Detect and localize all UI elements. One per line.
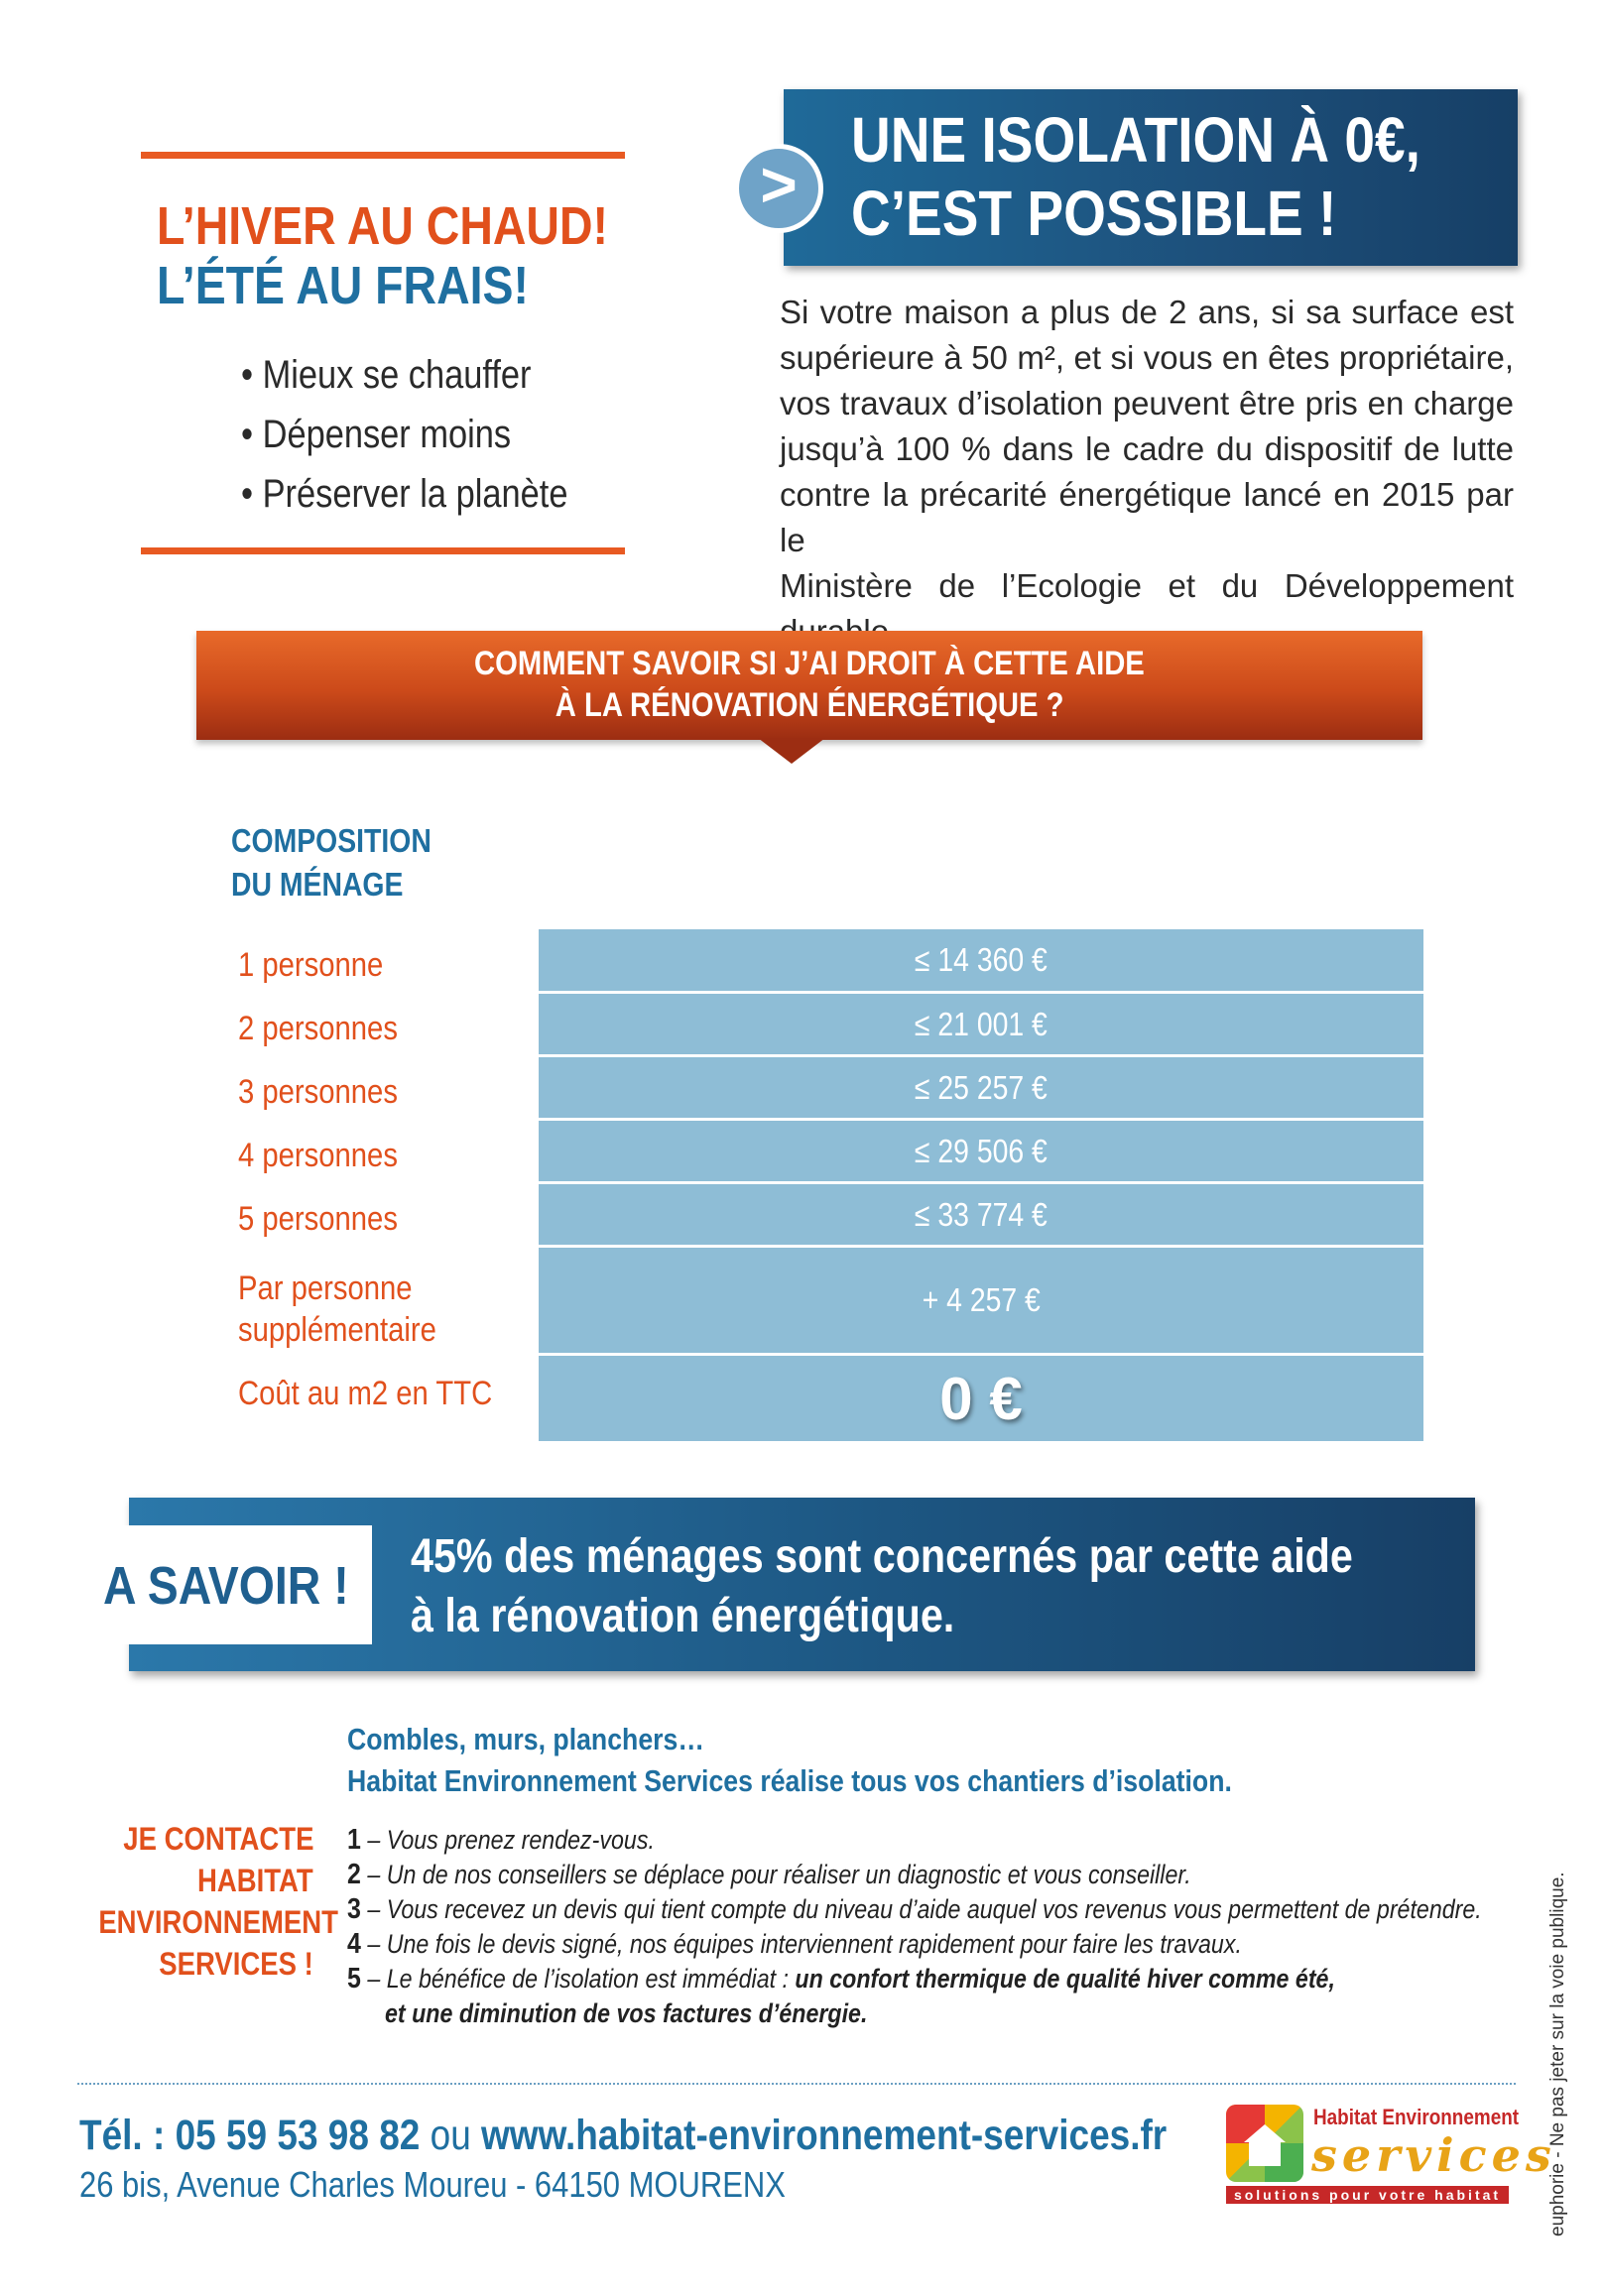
top-rule	[141, 152, 625, 159]
house-icon	[1226, 2105, 1303, 2182]
intro-heading-blue: L’ÉTÉ AU FRAIS!	[157, 256, 529, 315]
table-cell: ≤ 14 360 €	[539, 929, 1423, 994]
contact-line	[79, 2110, 1344, 2161]
bullet-item: • Préserver la planète	[241, 472, 568, 516]
logo-tagline: solutions pour votre habitat	[1226, 2186, 1509, 2204]
logo-name: Habitat Environnement	[1313, 2105, 1520, 2129]
step-item: 1 – Vous prenez rendez-vous.	[347, 1824, 655, 1856]
address: 26 bis, Avenue Charles Moureu - 64150 MOURENX	[79, 2164, 786, 2205]
phone-number[interactable]: Tél. : 05 59 53 98 82	[79, 2112, 421, 2159]
table-row-label: 4 personnes	[238, 1137, 398, 1174]
question-banner: COMMENT SAVOIR SI J’AI DROIT À CETTE AIDE À LA RÉNOVATION ÉNERGÉTIQUE ?	[196, 631, 1422, 740]
table-row-label: 2 personnes	[238, 1010, 398, 1047]
step-item: 2 – Un de nos conseillers se déplace pour réaliser un diagnostic et vous conseiller.	[347, 1859, 1191, 1890]
table-row-label: Par personne supplémentaire	[238, 1269, 436, 1349]
banner-title-line1: UNE ISOLATION À 0€,	[851, 104, 1420, 176]
chevron-right-icon: >	[734, 144, 823, 233]
table-cell: ≤ 21 001 €	[539, 994, 1423, 1057]
table-header: COMPOSITION DU MÉNAGE	[231, 822, 432, 903]
steps-list	[347, 1823, 1604, 2031]
bullet-item: • Mieux se chauffer	[241, 353, 532, 397]
table-cell: ≤ 33 774 €	[539, 1184, 1423, 1248]
logo-services: services	[1311, 2128, 1556, 2182]
intro-paragraph: Si votre maison a plus de 2 ans, si sa surface est supérieure à 50 m², et si vous en êtes propriétaire, vos travaux d’isolation peuvent être pris en charge jusqu’à 100 % dans le cadre du dispositif de lutte contre la précarité énergétique lancé en 2015 par le Ministère de l’Ecologie et du Développement	[780, 294, 1514, 604]
bottom-rule	[141, 547, 625, 554]
info-text: 45% des ménages sont concernés par cette aide à la rénovation énergétique.	[411, 1530, 1353, 1642]
services-intro: Combles, murs, planchers… Habitat Environnement Services réalise tous vos chantiers d’isolation.	[347, 1722, 1232, 1798]
website-link[interactable]: www.habitat-environnement-services.fr	[481, 2112, 1168, 2159]
step-item-continued: et une diminution de vos factures d’énergie.	[385, 1998, 868, 2028]
step-item: 3 – Vous recevez un devis qui tient compte du niveau d’aide auquel vos revenus vous permettent de prétendre.	[347, 1893, 1482, 1925]
table-row-label: 1 personne	[238, 946, 384, 984]
table-row-label: 5 personnes	[238, 1200, 398, 1238]
table-cell: + 4 257 €	[539, 1248, 1423, 1356]
info-label: A SAVOIR !	[103, 1556, 349, 1616]
footer-divider	[77, 2083, 1516, 2085]
banner-notch	[758, 738, 825, 764]
step-item: 4 – Une fois le devis signé, nos équipes interviennent rapidement pour faire les travaux.	[347, 1928, 1242, 1960]
step-item: 5 – Le bénéfice de l’isolation est immédiat : un confort thermique de qualité hiver comme été,	[347, 1963, 1335, 1994]
company-logo	[1226, 2105, 1556, 2204]
or-text: ou	[430, 2112, 471, 2159]
table-cell-total: 0 €	[539, 1356, 1423, 1441]
intro-heading-orange: L’HIVER AU CHAUD!	[157, 196, 608, 256]
side-legal-note: euphorie - Ne pas jeter sur la voie publique.	[1547, 1872, 1568, 2236]
table-cell: ≤ 29 506 €	[539, 1121, 1423, 1184]
table-cell: ≤ 25 257 €	[539, 1057, 1423, 1121]
table-row-label: Coût au m2 en TTC	[238, 1375, 493, 1412]
title-banner	[784, 89, 1518, 266]
contact-heading: JE CONTACTE HABITAT ENVIRONNEMENT SERVICES !	[98, 1821, 338, 1982]
banner-title-line2: C’EST POSSIBLE !	[851, 178, 1337, 249]
bullet-item: • Dépenser moins	[241, 413, 512, 456]
table-row-label: 3 personnes	[238, 1073, 398, 1111]
